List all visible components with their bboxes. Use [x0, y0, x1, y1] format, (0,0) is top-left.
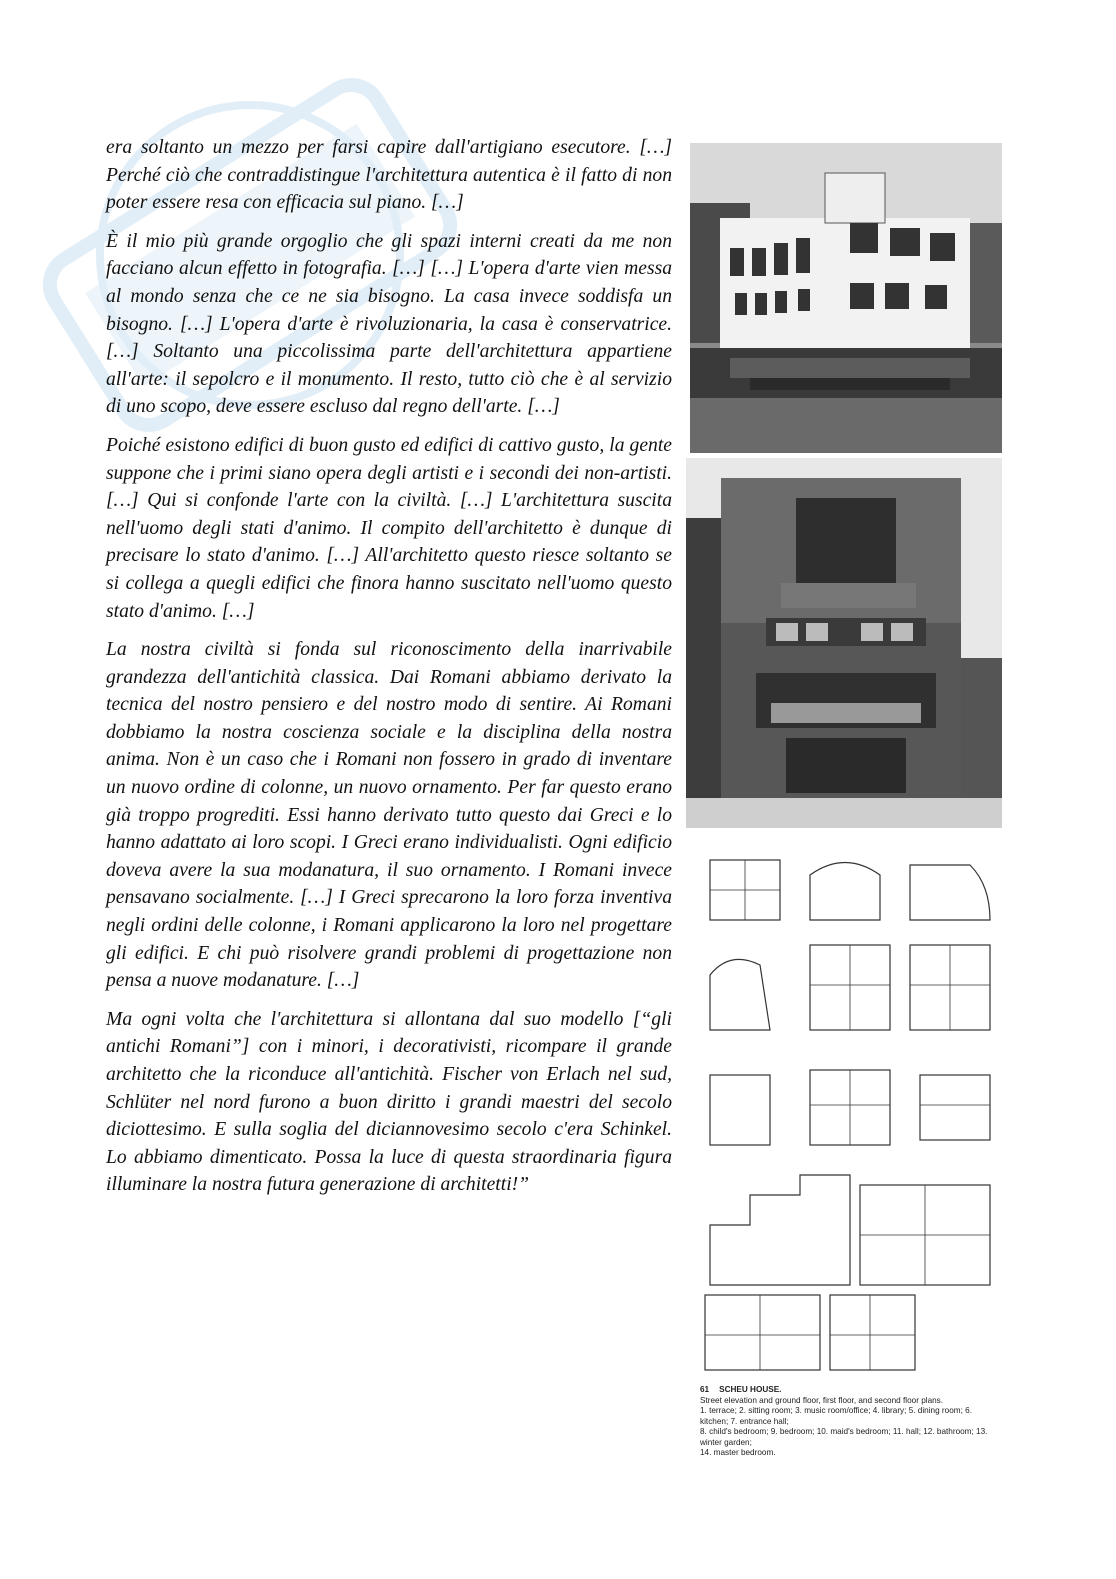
paragraph-2: È il mio più grande orgoglio che gli spazi interni creati da me non facciano alcun effetto in fotografia. […] […] L'opera d'arte vien messa al mondo senza che ce ne sia bisogno. La casa invece soddisfa un bisogno. […] L'opera d'arte è rivoluzionaria, la casa è conservatrice. […] Soltanto una piccolissima parte dell'architettura appartiene all'arte: il sepolcro e il monumento. Il resto, tutto ciò che è al servizio di uno scopo, deve essere escluso dal regno dell'arte. […] — [106, 230, 672, 418]
paragraph-1: era soltanto un mezzo per farsi capire dall'artigiano esecutore. […] Perché ciò che contraddistingue l'architettura autentica è il fatto di non poter essere resa con efficacia sul piano. […] — [106, 137, 672, 214]
paragraph-4: La nostra civiltà si fonda sul riconoscimento della inarrivabile grandezza dell'antichità classica. Dai Romani abbiamo derivato la tecnica del nostro pensiero e del nostro modo di sentire. Ai Romani dobbiamo la nostra coscienza sociale e la disciplina della nostra anima. Non è un caso che i Romani non fossero in grado di inventare un nuovo ordine di colonne, un nuovo ornamento. Per far questo erano già troppo progrediti. Essi hanno derivato tutto questo dai Greci e lo hanno adattato ai loro scopi. I Greci erano individualisti. Ogni edificio doveva avere la sua modanatura, il suo ornamento. I Romani invece pensavano socialmente. […] I Greci sprecarono la loro forza inventiva negli ordini delle colonne, i Romani applicarono la loro nel progettare gli edifici. E chi può risolvere grandi problemi di progettazione non pensa a nuove modanature. […] — [106, 639, 672, 992]
caption-line-3: 8. child's bedroom; 9. bedroom; 10. maid's bedroom; 11. hall; 12. bathroom; 13. winter garden; — [700, 1427, 988, 1447]
paragraph-5: Ma ogni volta che l'architettura si allontana dal suo modello [“gli antichi Romani”] con i minori, i decorativisti, ricompare il grande architetto che la riconduce all'antichità. Fischer von Erlach nel sud, Schlüter nel nord furono a buon diritto i grandi maestri del secolo diciottesimo. E sulla soglia del diciannovesimo secolo c'era Schinkel. Lo abbiamo dimenticato. Possa la luce di questa straordinaria figura illuminare la nostra futura generazione di architetti!” — [106, 1008, 672, 1196]
figure-title: SCHEU HOUSE. — [719, 1385, 782, 1394]
caption-line-4: 14. master bedroom. — [700, 1448, 776, 1457]
villa-photo — [690, 143, 1002, 453]
stone-facade-photo — [686, 458, 1002, 828]
caption-line-2: 1. terrace; 2. sitting room; 3. music room/office; 4. library; 5. dining room; 6. kitchen; 7. entrance hall; — [700, 1406, 972, 1426]
figure-caption — [700, 1385, 1000, 1459]
scheu-house-drawings — [700, 845, 1000, 1375]
paragraph-3: Poiché esistono edifici di buon gusto ed edifici di cattivo gusto, la gente suppone che i primi siano opera degli artisti e i secondi dei non-artisti. […] Qui si confonde l'arte con la civiltà. […] L'architettura suscita nell'uomo degli stati d'animo. Il compito dell'architetto è dunque di precisare lo stato d'animo. […] All'architetto questo riesce soltanto se si collega a quegli edifici che finora hanno suscitato nell'uomo questo stato d'animo. […] — [106, 434, 672, 622]
article-text — [106, 134, 672, 1210]
caption-line-1: Street elevation and ground floor, first floor, and second floor plans. — [700, 1395, 944, 1405]
figure-number: 61 — [700, 1385, 710, 1394]
